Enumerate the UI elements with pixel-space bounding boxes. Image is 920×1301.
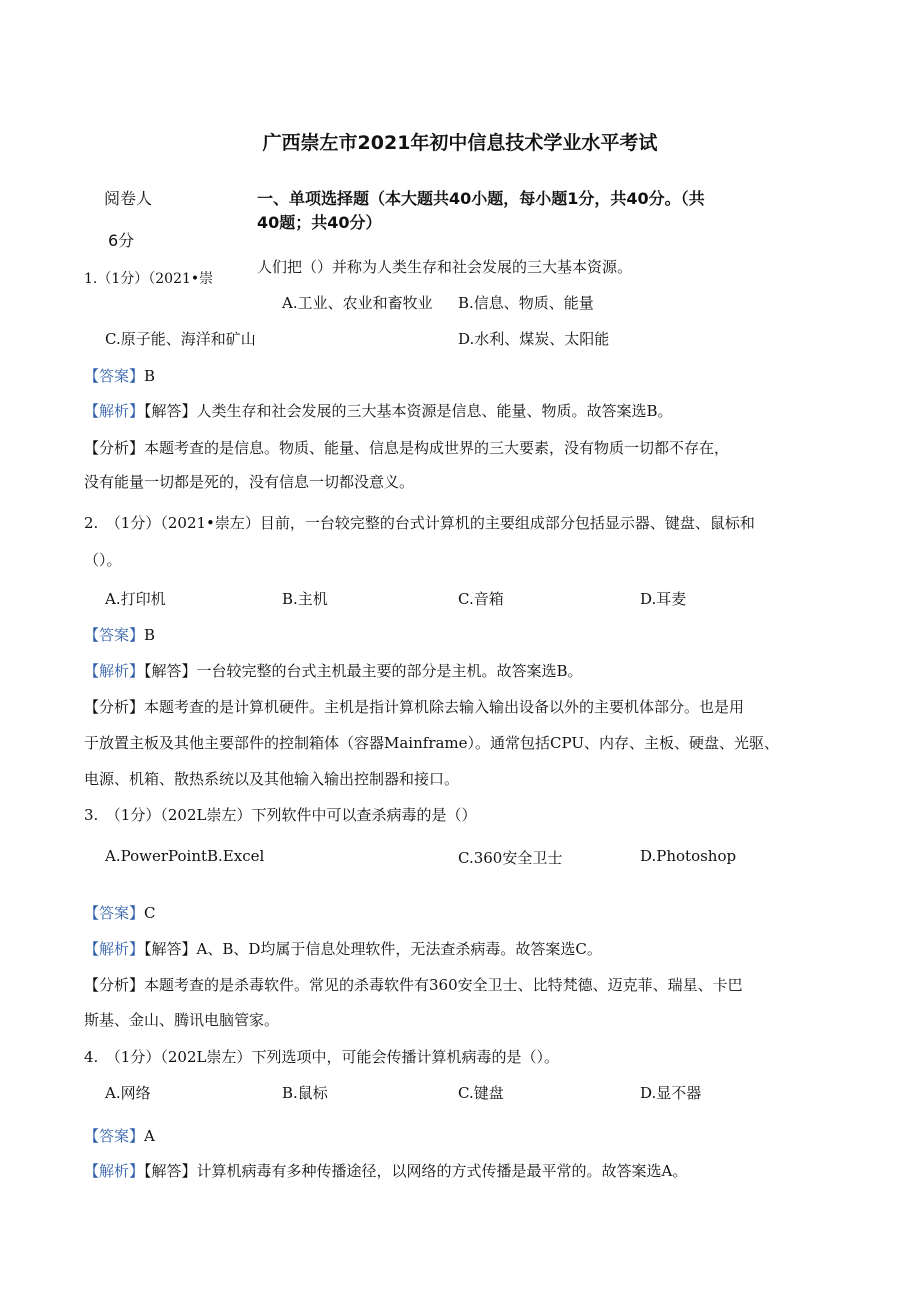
q1-option-c: C.原子能、海洋和矿山 — [105, 330, 256, 348]
q4-solution-text: 计算机病毒有多种传播途径，以网络的方式传播是最平常的。故答案选A。 — [196, 1162, 688, 1180]
q1-prefix: 1.（1分）（2021•崇 — [84, 271, 214, 287]
q2-option-c: C.音箱 — [458, 590, 504, 608]
reviewer-label: 阅卷人 — [104, 189, 153, 208]
q2-solution-text: 一台较完整的台式主机最主要的部分是主机。故答案选B。 — [196, 662, 583, 680]
section-title-line2: 40题；共40分） — [257, 213, 382, 232]
q3-solution-text: A、B、D均属于信息处理软件，无法查杀病毒。故答案选C。 — [196, 940, 602, 958]
q3-analysis — [84, 938, 602, 959]
q2-analysis — [84, 660, 583, 681]
q2-option-a: A.打印机 — [105, 590, 166, 608]
q1-fenxi — [84, 437, 729, 458]
q3-fenxi-text-2: 斯基、金山、腾讯电脑管家。 — [84, 1011, 280, 1029]
solution-label: 【解答】 — [144, 940, 197, 958]
q2-option-b: B.主机 — [282, 590, 328, 608]
q1-option-a: A.工业、农业和畜牧业 — [282, 294, 433, 312]
answer-label: 【答案】 — [84, 1127, 145, 1145]
q4-option-d: D.显不器 — [640, 1084, 702, 1102]
q3-stem: 3. （1分）（202L崇左）下列软件中可以查杀病毒的是（） — [84, 806, 477, 824]
q4-stem: 4. （1分）（202L崇左）下列选项中，可能会传播计算机病毒的是（）。 — [84, 1048, 559, 1066]
solution-label: 【解答】 — [144, 402, 197, 420]
q1-solution-text: 人类生存和社会发展的三大基本资源是信息、能量、物质。故答案选B。 — [196, 402, 673, 420]
q1-option-d: D.水利、煤炭、太阳能 — [458, 330, 610, 348]
q3-answer — [84, 902, 156, 923]
q1-answer — [84, 365, 155, 386]
answer-label: 【答案】 — [84, 904, 145, 922]
answer-label: 【答案】 — [84, 367, 145, 385]
q3-option-c: C.360安全卫士 — [458, 849, 563, 867]
fenxi-label: 【分析】 — [84, 976, 145, 994]
solution-label: 【解答】 — [144, 662, 197, 680]
fenxi-label: 【分析】 — [84, 698, 145, 716]
analysis-label: 【解析】 — [84, 1162, 145, 1180]
q3-fenxi-text-1: 本题考查的是杀毒软件。常见的杀毒软件有360安全卫士、比特梵德、迈克菲、瑞星、卡巴 — [144, 976, 743, 994]
q1-fenxi-text-2: 没有能量一切都是死的，没有信息一切都没意义。 — [84, 473, 415, 491]
q3-option-d: D.Photoshop — [640, 847, 737, 865]
q2-fenxi — [84, 696, 744, 717]
score-value: 6分 — [108, 231, 135, 250]
q1-answer-value: B — [144, 367, 156, 385]
q2-stem-line2: （）。 — [84, 551, 122, 569]
analysis-label: 【解析】 — [84, 662, 145, 680]
solution-label: 【解答】 — [144, 1162, 197, 1180]
q3-answer-value: C — [144, 904, 156, 922]
q4-analysis — [84, 1160, 687, 1181]
q4-option-a: A.网络 — [105, 1084, 151, 1102]
answer-label: 【答案】 — [84, 626, 145, 644]
fenxi-label: 【分析】 — [84, 439, 145, 457]
q2-answer — [84, 624, 155, 645]
q2-fenxi-text-1: 本题考查的是计算机硬件。主机是指计算机除去输入输出设备以外的主要机体部分。也是用 — [144, 698, 745, 716]
q2-fenxi-text-2: 于放置主板及其他主要部件的控制箱体（容器Mainframe）。通常包括CPU、内存、主板、硬盘、光驱、 — [84, 734, 779, 752]
page-title: 广西崇左市2021年初中信息技术学业水平考试 — [262, 132, 658, 154]
q4-answer — [84, 1125, 155, 1146]
q3-option-ab: A.PowerPointB.Excel — [105, 847, 265, 865]
q2-fenxi-text-3: 电源、机箱、散热系统以及其他输入输出控制器和接口。 — [84, 770, 460, 788]
q4-option-c: C.键盘 — [458, 1084, 504, 1102]
q4-answer-value: A — [144, 1127, 155, 1145]
q3-fenxi — [84, 974, 743, 995]
analysis-label: 【解析】 — [84, 940, 145, 958]
q1-analysis — [84, 400, 673, 421]
analysis-label: 【解析】 — [84, 402, 145, 420]
section-title-line1: 一、单项选择题（本大题共40小题，每小题1分，共40分。（共 — [257, 189, 705, 208]
q1-fenxi-text-1: 本题考查的是信息。物质、能量、信息是构成世界的三大要素，没有物质一切都不存在， — [144, 439, 730, 457]
q2-stem-line1: 2. （1分）（2021•崇左）目前，一台较完整的台式计算机的主要组成部分包括显示器、键盘、鼠标和 — [84, 514, 755, 532]
q2-answer-value: B — [144, 626, 156, 644]
q1-stem: 人们把（）并称为人类生存和社会发展的三大基本资源。 — [257, 258, 633, 276]
q4-option-b: B.鼠标 — [282, 1084, 328, 1102]
q1-option-b: B.信息、物质、能量 — [458, 294, 594, 312]
q2-option-d: D.耳麦 — [640, 590, 687, 608]
